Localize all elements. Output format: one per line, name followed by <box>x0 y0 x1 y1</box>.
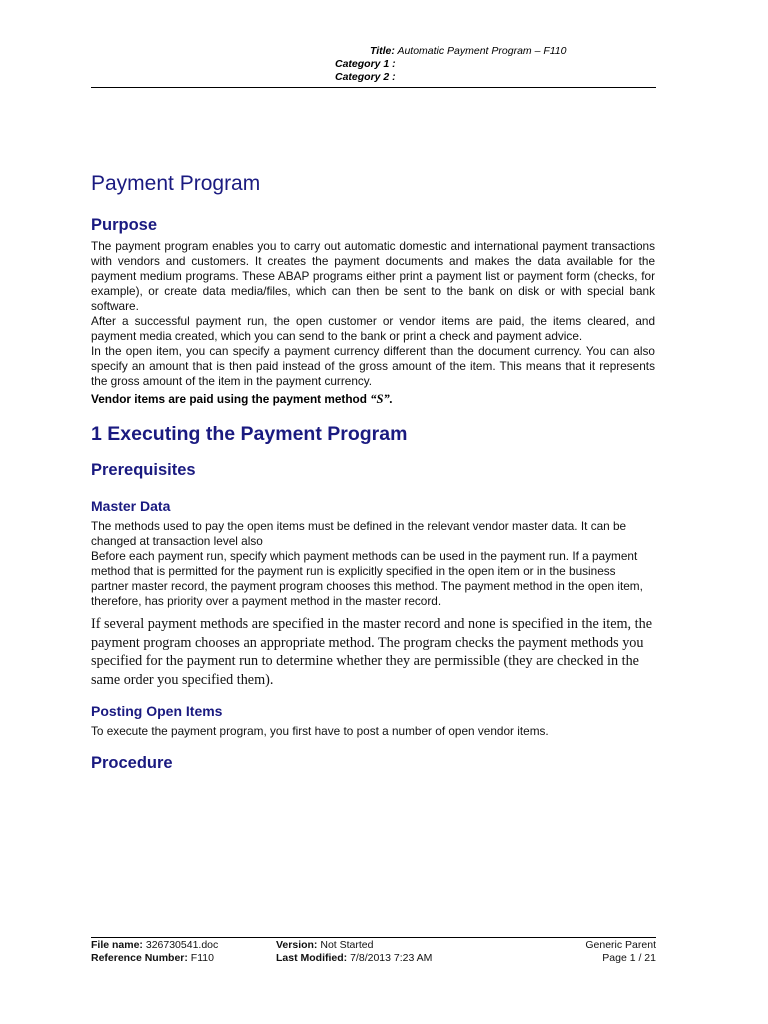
payment-method-selection-paragraph: If several payment methods are specified in the master record and none is specified in the item, the payment program chooses an appropriate method. The program checks the payment methods you specified for the payment run to determine whether they are permissible (they are checked in the same order you specified them). <box>91 616 652 688</box>
header-divider <box>91 87 656 88</box>
header-category-1: Category 1 : <box>335 58 396 70</box>
footer-version-value: Not Started <box>320 939 374 951</box>
section-1-heading: 1 Executing the Payment Program <box>91 423 408 445</box>
footer-file-value: 326730541.doc <box>145 939 219 951</box>
footer-modified-label: Last Modified: <box>276 952 348 964</box>
purpose-paragraph-1: The payment program enables you to carry out automatic domestic and international payment transactions with vendors and customers. It creates the payment documents and makes the data available for the payment medium programs. These ABAP programs either print a payment list or payment form (checks, for example), or create data media/files, which can then be sent to the bank on disk or with special bank software. <box>91 239 655 313</box>
purpose-heading: Purpose <box>91 216 158 234</box>
footer-ref-label: Reference Number: <box>91 952 188 964</box>
footer-page-info <box>480 939 656 965</box>
footer-version-info <box>276 939 432 965</box>
footer-page-number: Page 1 / 21 <box>602 952 656 964</box>
purpose-body <box>91 239 655 389</box>
header-category-2: Category 2 : <box>335 71 396 83</box>
footer-ref-value: F110 <box>190 952 214 964</box>
footer-file-info <box>91 939 218 965</box>
footer-file-label: File name: <box>91 939 143 951</box>
posting-open-items-paragraph: To execute the payment program, you first have to post a number of open vendor items. <box>91 724 549 738</box>
prerequisites-heading: Prerequisites <box>91 461 196 479</box>
posting-open-items-body <box>91 724 655 739</box>
page-header <box>91 45 656 84</box>
posting-open-items-heading: Posting Open Items <box>91 703 223 719</box>
master-data-body <box>91 519 651 609</box>
master-data-paragraph-1: The methods used to pay the open items must be defined in the relevant vendor master data. It can be changed at transaction level also <box>91 519 627 548</box>
page-title: Payment Program <box>91 172 261 195</box>
purpose-paragraph-3: In the open item, you can specify a payment currency different than the document currency. You can also specify an amount that is then paid instead of the gross amount of the item. This means that it represents the gross amount of the item in the payment currency. <box>91 344 655 388</box>
vendor-note-text: Vendor items are paid using the payment method <box>91 392 371 406</box>
master-data-heading: Master Data <box>91 498 171 514</box>
vendor-note-method: “S”. <box>370 392 393 406</box>
header-title-value: Automatic Payment Program – F110 <box>397 45 567 57</box>
header-title-label: Title: <box>370 45 395 57</box>
footer-divider <box>91 937 656 938</box>
master-data-paragraph-2: Before each payment run, specify which payment methods can be used in the payment run. If a payment method that is permitted for the payment run is explicitly specified in the open item or in the business partner master record, the payment program chooses this method. The payment method in the open item, therefore, has priority over a payment method in the master record. <box>91 549 643 608</box>
purpose-paragraph-2: After a successful payment run, the open customer or vendor items are paid, the items cleared, and payment media created, which you can send to the bank or print a check and payment advice. <box>91 314 655 343</box>
vendor-payment-note <box>91 392 393 407</box>
footer-parent: Generic Parent <box>585 939 656 951</box>
procedure-heading: Procedure <box>91 754 173 772</box>
footer-version-label: Version: <box>276 939 318 951</box>
header-title-row <box>91 45 656 58</box>
footer-modified-value: 7/8/2013 7:23 AM <box>350 952 433 964</box>
